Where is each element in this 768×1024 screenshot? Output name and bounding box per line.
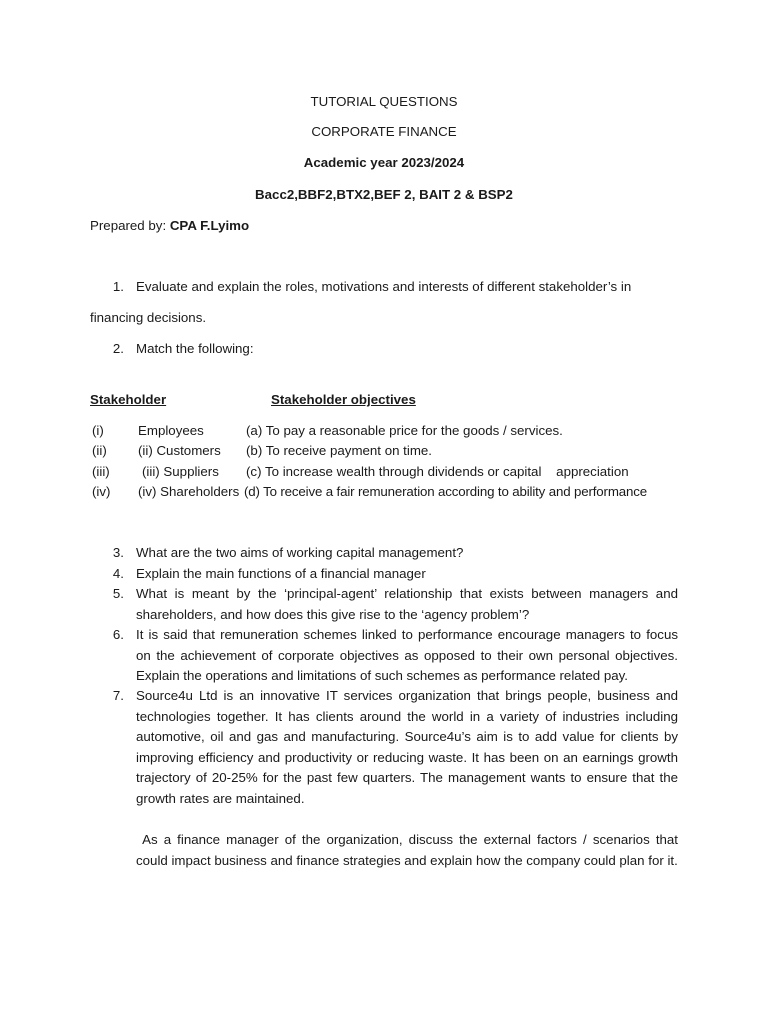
q6-text: It is said that remuneration schemes linked to performance encourage managers to focus on the achievement of corporate objectives as opposed to their own personal objectives. Explain the operations and limitations of such schemes as performance related pay. [136,627,678,683]
preparer-name: CPA F.Lyimo [169,218,250,233]
objective-cell: (a) To pay a reasonable price for the goods / services. [246,423,563,438]
q1-line1: Evaluate and explain the roles, motivations and interests of different stakeholder’s in [136,279,632,294]
stakeholder-cell: (iv) Shareholders [138,484,240,499]
match-row [90,441,690,461]
stakeholder-cell: Employees [138,423,204,438]
q7-followup: As a finance manager of the organization, discuss the external factors / scenarios that could impact business and finance strategies and explain how the company could plan for it. [136,832,682,868]
q4-text: Explain the main functions of a financial manager [136,566,426,581]
match-row [90,482,690,502]
q3-number: 3. [112,545,124,560]
stakeholder-header: Stakeholder [90,392,167,407]
roman-numeral: (iv) [92,484,111,499]
academic-year: Academic year 2023/2024 [303,155,465,170]
course-name: CORPORATE FINANCE [311,124,457,139]
q4-number: 4. [112,566,124,581]
q3-text: What are the two aims of working capital management? [136,545,464,560]
stakeholder-cell: (ii) Customers [138,443,221,458]
roman-numeral: (i) [92,423,104,438]
q7-number: 7. [112,688,124,703]
prepared-by [90,216,249,237]
objective-cell: (b) To receive payment on time. [246,443,432,458]
q6-number: 6. [112,627,124,642]
objectives-header: Stakeholder objectives [271,392,416,407]
q7-text: Source4u Ltd is an innovative IT services organization that brings people, business and technologies together. It has clients around the world in a variety of industries including automotive, oil and gas and manufacturing. Source4u’s aim is to add value for clients by improving efficiency and productivity or reducing waste. It has been on an earnings growth trajectory of 20-25% for the past few quarters. The management wants to ensure that the growth rates are maintained. [136,688,678,806]
objective-cell: (d) To receive a fair remuneration according to ability and performance [244,484,647,499]
q2-number: 2. [112,341,124,356]
q5-text: What is meant by the ‘principal-agent’ relationship that exists between managers and shareholders, and how does this give rise to the ‘agency problem’? [136,586,678,622]
q5-number: 5. [112,586,124,601]
q1-number: 1. [112,279,124,294]
doc-title: TUTORIAL QUESTIONS [310,94,458,109]
match-row [90,462,690,482]
objective-cell: (c) To increase wealth through dividends or capital appreciation [246,464,629,479]
programmes: Bacc2,BBF2,BTX2,BEF 2, BAIT 2 & BSP2 [255,187,513,202]
stakeholder-cell: (iii) Suppliers [142,464,219,479]
roman-numeral: (ii) [92,443,107,458]
q1-line2: financing decisions. [90,310,207,325]
roman-numeral: (iii) [92,464,110,479]
match-row [90,421,690,441]
q2-text: Match the following: [136,341,254,356]
prepared-label: Prepared by: [90,218,170,233]
